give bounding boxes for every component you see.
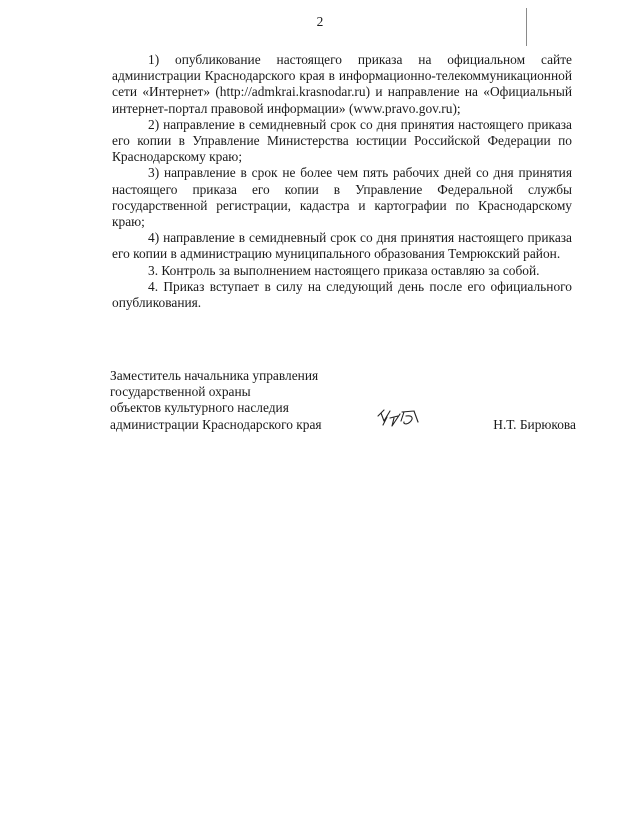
paragraph-publication: 1) опубликование настоящего приказа на официальном сайте администрации Краснодарского края в информационно-телекоммуникационной сети «Интернет» (http://admkrai.krasnodar.ru) и направление на «Официальный интернет-портал правовой информации» (www.pravo.gov.ru); [112, 52, 572, 116]
handwritten-signature [374, 406, 424, 430]
paragraph-control: 3. Контроль за выполнением настоящего приказа оставляю за собой. [148, 262, 540, 278]
position-line: государственной охраны [110, 384, 251, 400]
paragraph-effective-date: 4. Приказ вступает в силу на следующий день после его официального опубликования. [112, 278, 572, 311]
signature-block [110, 368, 580, 438]
position-line: Заместитель начальника управления [110, 368, 319, 383]
position-line: администрации Краснодарского края [110, 416, 322, 432]
page-number: 2 [316, 14, 324, 29]
signatory-position [110, 368, 322, 433]
paragraph-justice-ministry: 2) направление в семидневный срок со дня принятия настоящего приказа его копии в Управление Министерства юстиции Российской Федерации по Краснодарскому краю; [112, 116, 572, 165]
document-body [112, 52, 572, 311]
paragraph-registration-service: 3) направление в срок не более чем пять рабочих дней со дня принятия настоящего приказа его копии в Управление Федеральной службы государственной регистрации, кадастра и картографии по Краснодарскому краю; [112, 165, 572, 230]
position-line: объектов культурного наследия [110, 400, 289, 416]
paragraph-municipality: 4) направление в семидневный срок со дня принятия настоящего приказа его копии в администрацию муниципального образования Темрюкский район. [112, 230, 572, 262]
signatory-name: Н.Т. Бирюкова [493, 417, 576, 432]
